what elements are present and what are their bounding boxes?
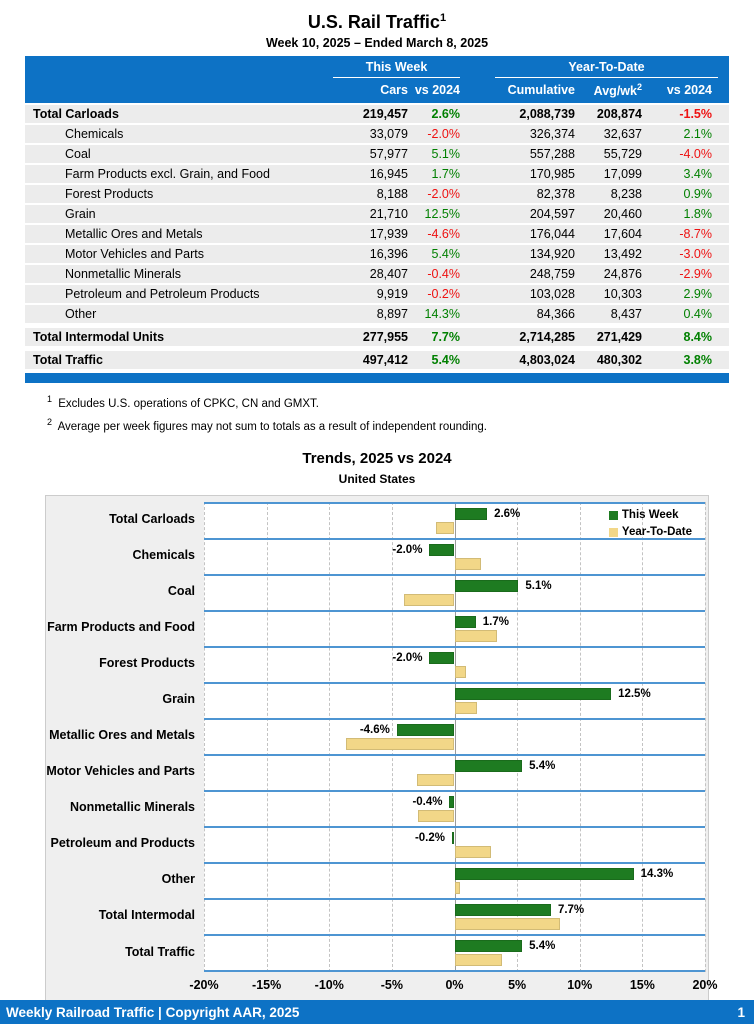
bar-value-label: -4.6% (359, 723, 390, 736)
week-vs-2024-value: -2.0% (427, 187, 460, 202)
cars-value: 497,412 (362, 353, 408, 368)
commodity-label: Chemicals (65, 127, 124, 142)
avg-wk-value: 208,874 (596, 107, 642, 122)
x-axis-tick: 20% (692, 977, 718, 992)
legend-swatch-this-week (609, 511, 618, 520)
avg-wk-value: 17,099 (603, 167, 642, 182)
chart-category-label: Grain (162, 692, 195, 707)
chart-category-label: Metallic Ores and Metals (49, 728, 195, 743)
week-vs-2024-value: 14.3% (424, 307, 460, 322)
week-vs-2024-value: 5.1% (431, 147, 460, 162)
ytd-vs-2024-value: 0.9% (683, 187, 712, 202)
chart-band (204, 718, 705, 754)
cumulative-value: 4,803,024 (519, 353, 575, 368)
x-axis-tick: -10% (314, 977, 344, 992)
bar-value-label: -0.2% (414, 831, 445, 844)
chart-category-label: Coal (167, 584, 195, 599)
ytd-vs-2024-value: 3.8% (683, 353, 712, 368)
chart-category-label: Farm Products and Food (47, 620, 195, 635)
bar-year-to-date (436, 522, 455, 534)
bar-this-week (397, 724, 455, 736)
chart-band (204, 790, 705, 826)
chart-band (204, 898, 705, 934)
cumulative-value: 170,985 (529, 167, 575, 182)
chart-subtitle: United States (338, 471, 416, 486)
table-row (25, 328, 729, 346)
bar-this-week (429, 544, 454, 556)
avg-wk-value: 8,238 (610, 187, 642, 202)
ytd-vs-2024-value: -2.9% (679, 267, 712, 282)
page-title (0, 0, 754, 33)
chart-category-labels (46, 502, 204, 972)
avg-wk-value: 271,429 (596, 330, 642, 345)
bar-this-week (455, 688, 612, 700)
commodity-label: Coal (65, 147, 91, 162)
table-column-header-row (25, 82, 729, 98)
ytd-vs-2024-value: -8.7% (679, 227, 712, 242)
cars-value: 33,079 (369, 127, 408, 142)
table-row (25, 285, 729, 303)
bar-year-to-date (455, 666, 466, 678)
cars-value: 28,407 (369, 267, 408, 282)
bar-value-label: -2.0% (392, 543, 423, 556)
group-header-year-to-date: Year-To-Date (462, 60, 729, 78)
footnote-superscript: 2 (47, 416, 53, 427)
commodity-label: Forest Products (65, 187, 154, 202)
avg-wk-value: 17,604 (603, 227, 642, 242)
week-vs-2024-value: 12.5% (424, 207, 460, 222)
page-subtitle: Week 10, 2025 – Ended March 8, 2025 (265, 36, 489, 50)
chart-category-label: Other (161, 872, 195, 887)
table-body (25, 105, 729, 369)
cumulative-value: 82,378 (536, 187, 575, 202)
avg-wk-value: 55,729 (603, 147, 642, 162)
trends-bar-chart (45, 495, 718, 1001)
bar-this-week (455, 904, 551, 916)
cumulative-value: 84,366 (536, 307, 575, 322)
chart-x-axis (46, 974, 718, 996)
week-vs-2024-value: 5.4% (431, 353, 460, 368)
table-row (25, 165, 729, 183)
bar-value-label: 12.5% (618, 687, 651, 700)
week-vs-2024-value: -0.2% (427, 287, 460, 302)
footer-bar (0, 1000, 754, 1024)
bar-year-to-date (455, 882, 460, 894)
bar-value-label: 7.7% (557, 903, 585, 916)
legend-label-this-week: This Week (621, 508, 679, 521)
week-vs-2024-value: -0.4% (427, 267, 460, 282)
ytd-vs-2024-value: 0.4% (683, 307, 712, 322)
table-row (25, 145, 729, 163)
chart-band (204, 646, 705, 682)
column-header-cars: Cars (380, 83, 408, 98)
chart-category-label: Total Intermodal (98, 908, 195, 923)
table-row (25, 105, 729, 123)
column-header-avg-wk: Avg/$wk^2$ (593, 82, 642, 99)
avg-wk-value: 8,437 (610, 307, 642, 322)
footnote: $^1$ Excludes U.S. operations of CPKC, CN and GMXT. (47, 394, 319, 410)
avg-wk-superscript: 2 (636, 82, 642, 92)
cars-value: 16,396 (369, 247, 408, 262)
table-row (25, 205, 729, 223)
chart-category-label: Forest Products (99, 656, 195, 671)
chart-band (204, 538, 705, 574)
avg-wk-value: 20,460 (603, 207, 642, 222)
footnotes (47, 392, 754, 435)
week-vs-2024-value: -2.0% (427, 127, 460, 142)
week-vs-2024-value: 2.6% (431, 107, 460, 122)
commodity-label: Nonmetallic Minerals (65, 267, 182, 282)
chart-category-label: Petroleum and Products (50, 836, 195, 851)
table-bottom-bar (25, 373, 729, 383)
x-axis-tick: 5% (508, 977, 527, 992)
table-row (25, 225, 729, 243)
table-row (25, 265, 729, 283)
cumulative-value: 2,088,739 (519, 107, 575, 122)
ytd-vs-2024-value: 3.4% (683, 167, 712, 182)
chart-band (204, 574, 705, 610)
cars-value: 16,945 (369, 167, 408, 182)
cumulative-value: 2,714,285 (519, 330, 575, 345)
cumulative-value: 204,597 (529, 207, 575, 222)
chart-band (204, 826, 705, 862)
commodity-label: Metallic Ores and Metals (65, 227, 203, 242)
bar-value-label: 5.4% (529, 939, 556, 952)
chart-category-label: Chemicals (132, 548, 195, 563)
chart-category-label: Total Traffic (125, 945, 195, 960)
week-vs-2024-value: 5.4% (431, 247, 460, 262)
cars-value: 17,939 (369, 227, 408, 242)
bar-this-week (455, 940, 523, 952)
ytd-vs-2024-value: -3.0% (679, 247, 712, 262)
chart-band (204, 754, 705, 790)
bar-year-to-date (455, 630, 498, 642)
rail-traffic-table (25, 56, 729, 369)
chart-band (204, 862, 705, 898)
cars-value: 9,919 (376, 287, 408, 302)
bar-year-to-date (346, 738, 455, 750)
ytd-vs-2024-value: 2.9% (683, 287, 712, 302)
avg-wk-value: 24,876 (603, 267, 642, 282)
ytd-vs-2024-value: 8.4% (683, 330, 712, 345)
commodity-label: Grain (65, 207, 96, 222)
bar-this-week (452, 832, 455, 844)
x-axis-tick: 15% (629, 977, 655, 992)
bar-value-label: -0.4% (412, 795, 443, 808)
bar-this-week (429, 652, 454, 664)
page-title-text: U.S. Rail Traffic (307, 12, 440, 32)
commodity-label: Total Traffic (33, 353, 103, 368)
cars-value: 8,188 (376, 187, 408, 202)
x-axis-tick: -5% (380, 977, 403, 992)
bar-this-week (455, 868, 634, 880)
column-header-ytd-vs-2024: vs 2024 (666, 83, 712, 98)
footer-title: Weekly Railroad Traffic | Copyright AAR, 2025 (6, 1004, 300, 1020)
chart-main (46, 502, 705, 972)
chart-band (204, 610, 705, 646)
footer-page-number: 1 (737, 1004, 745, 1020)
legend-row-this-week (609, 507, 692, 524)
bar-value-label: 2.6% (494, 507, 521, 520)
chart-x-ticks (189, 974, 718, 996)
group-header-this-week: This Week (340, 60, 462, 78)
table-row (25, 125, 729, 143)
bar-year-to-date (418, 810, 454, 822)
bar-value-label: 5.1% (525, 579, 552, 592)
chart-band (204, 682, 705, 718)
chart-category-label: Motor Vehicles and Parts (46, 764, 195, 779)
cumulative-value: 326,374 (529, 127, 575, 142)
avg-wk-value: 32,637 (603, 127, 642, 142)
chart-plot-area (204, 502, 705, 972)
x-axis-tick: 10% (567, 977, 593, 992)
ytd-vs-2024-value: -4.0% (679, 147, 712, 162)
cumulative-value: 176,044 (529, 227, 575, 242)
bar-value-label: 1.7% (482, 615, 509, 628)
chart-category-label: Nonmetallic Minerals (69, 800, 195, 815)
avg-wk-value: 13,492 (603, 247, 642, 262)
table-row (25, 305, 729, 323)
cars-value: 57,977 (369, 147, 408, 162)
week-vs-2024-value: -4.6% (427, 227, 460, 242)
page-title-superscript: 1 (439, 12, 447, 24)
commodity-label: Motor Vehicles and Parts (65, 247, 204, 262)
week-vs-2024-value: 1.7% (431, 167, 460, 182)
cars-value: 277,955 (362, 330, 408, 345)
avg-wk-value: 10,303 (603, 287, 642, 302)
bar-year-to-date (455, 954, 503, 966)
cumulative-value: 248,759 (529, 267, 575, 282)
bar-year-to-date (455, 702, 478, 714)
chart-band (204, 934, 705, 972)
bar-value-label: -2.0% (392, 651, 423, 664)
table-row (25, 351, 729, 369)
x-axis-tick: 0% (445, 977, 464, 992)
week-vs-2024-value: 7.7% (431, 330, 460, 345)
cars-value: 21,710 (369, 207, 408, 222)
gridline (705, 502, 706, 972)
commodity-label: Farm Products excl. Grain, and Food (65, 167, 270, 182)
ytd-vs-2024-value: 2.1% (683, 127, 712, 142)
bar-year-to-date (404, 594, 454, 606)
bar-year-to-date (455, 918, 560, 930)
legend-label-year-to-date: Year-To-Date (621, 525, 692, 538)
bar-this-week (455, 508, 488, 520)
bar-this-week (449, 796, 454, 808)
bar-this-week (455, 616, 476, 628)
bar-value-label: 5.4% (529, 759, 556, 772)
bar-value-label: 14.3% (640, 867, 674, 880)
cumulative-value: 557,288 (529, 147, 575, 162)
column-header-cumulative: Cumulative (507, 83, 575, 98)
table-header (25, 56, 729, 103)
table-row (25, 185, 729, 203)
commodity-label: Other (65, 307, 97, 322)
bar-year-to-date (417, 774, 455, 786)
legend-swatch-year-to-date (609, 528, 618, 537)
chart-category-label: Total Carloads (109, 512, 195, 527)
bar-this-week (455, 760, 523, 772)
cars-value: 8,897 (376, 307, 408, 322)
ytd-vs-2024-value: -1.5% (679, 107, 712, 122)
footnote: $^2$ Average per week figures may not sum to totals as a result of independent rounding. (47, 416, 487, 433)
chart-title: Trends, 2025 vs 2024 (302, 449, 452, 467)
cumulative-value: 103,028 (529, 287, 575, 302)
table-row (25, 245, 729, 263)
bar-year-to-date (455, 846, 491, 858)
x-axis-tick: -20% (189, 977, 219, 992)
x-axis-tick: -15% (252, 977, 282, 992)
legend-row-year-to-date (609, 524, 692, 541)
ytd-vs-2024-value: 1.8% (683, 207, 712, 222)
commodity-label: Total Intermodal Units (33, 330, 165, 345)
avg-wk-value: 480,302 (596, 353, 642, 368)
footnote-superscript: 1 (47, 394, 53, 405)
bar-this-week (455, 580, 519, 592)
commodity-label: Total Carloads (33, 107, 119, 122)
table-group-header-row (25, 60, 729, 78)
cumulative-value: 134,920 (529, 247, 575, 262)
chart-legend (609, 507, 692, 541)
column-header-week-vs-2024: vs 2024 (414, 83, 460, 98)
commodity-label: Petroleum and Petroleum Products (65, 287, 260, 302)
bar-year-to-date (455, 558, 481, 570)
cars-value: 219,457 (362, 107, 408, 122)
